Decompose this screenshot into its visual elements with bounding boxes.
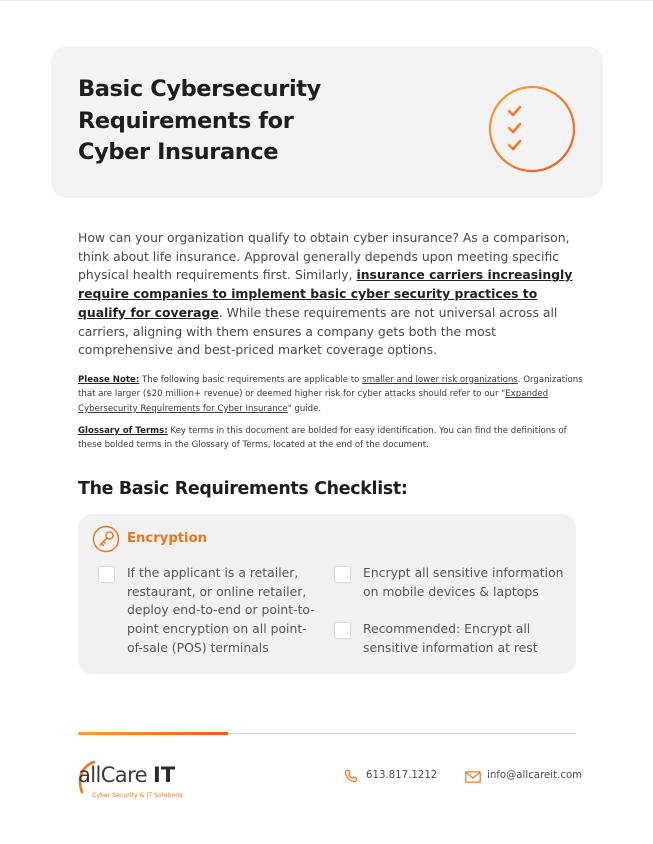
header-card [51,46,603,198]
note-text-2: . Organizations that are larger ($20 million+ revenue) or deemed higher risk for cyber attacks should refer to our " [78,375,583,400]
category-title: Encryption [127,531,208,546]
logo-wordmark [78,762,175,788]
page-title: Basic Cybersecurity Requirements for Cyber Insurance [78,76,321,165]
glossary-label: Glossary of Terms: [78,426,168,436]
phone-icon [344,769,358,783]
phone-number[interactable]: 613.817.1212 [366,770,438,781]
checkbox-pos-encryption[interactable] [98,566,115,583]
checkbox-mobile-encryption[interactable] [334,566,351,583]
encryption-card [78,514,576,674]
please-note [78,373,583,416]
logo-tagline: Cyber Security & IT Solutions [92,792,183,799]
allcare-logo [78,758,218,804]
glossary-note [78,424,583,453]
logo-text: allCare [78,763,147,787]
mail-icon [465,771,481,783]
please-note-label: Please Note: [78,375,140,385]
intro-text-2: . While these requirements are not universal across all carriers, aligning with them ensures a company gets both the most comprehensive and best-priced market coverage options. [78,304,558,358]
smaller-orgs-link[interactable]: smaller and lower risk organizations [362,375,518,385]
top-divider [0,0,653,1]
note-text-3: " guide. [287,403,322,414]
key-icon [92,525,120,553]
intro-emphasis: insurance carriers increasingly require companies to implement basic cyber security practices to qualify for coverage [78,267,573,320]
note-text-1: The following basic requirements are applicable to [139,375,363,385]
checkbox-rest-encryption[interactable] [334,622,351,639]
footer-accent-bar [78,732,228,735]
checklist-item-mobile-encryption: Encrypt all sensitive information on mobile devices & laptops [363,565,564,599]
checklist-item-rest-encryption: Recommended: Encrypt all sensitive information at rest [363,621,538,655]
checklist-icon [487,84,577,174]
email-address[interactable]: info@allcareit.com [487,770,583,781]
logo-it: IT [153,763,176,787]
intro-paragraph [78,229,583,360]
checklist-item-pos-encryption: If the applicant is a retailer, restaurant, or online retailer, deploy end-to-end or point-to- point encryption on all point- of-sale (POS) terminals [127,565,315,655]
glossary-text: Key terms in this document are bolded for easy identification. You can find the definitions of these bolded terms in the Glossary of Terms, located at the end of the document. [78,426,567,451]
intro-text-1: How can your organization qualify to obtain cyber insurance? As a comparison, think about life insurance. Approval generally depends upon meeting specific physical health requirements first. Similarly, [78,230,570,283]
checklist-title: The Basic Requirements Checklist: [78,479,408,499]
expanded-guide-link[interactable]: Expanded Cybersecurity Requirements for Cyber Insurance [78,389,549,414]
